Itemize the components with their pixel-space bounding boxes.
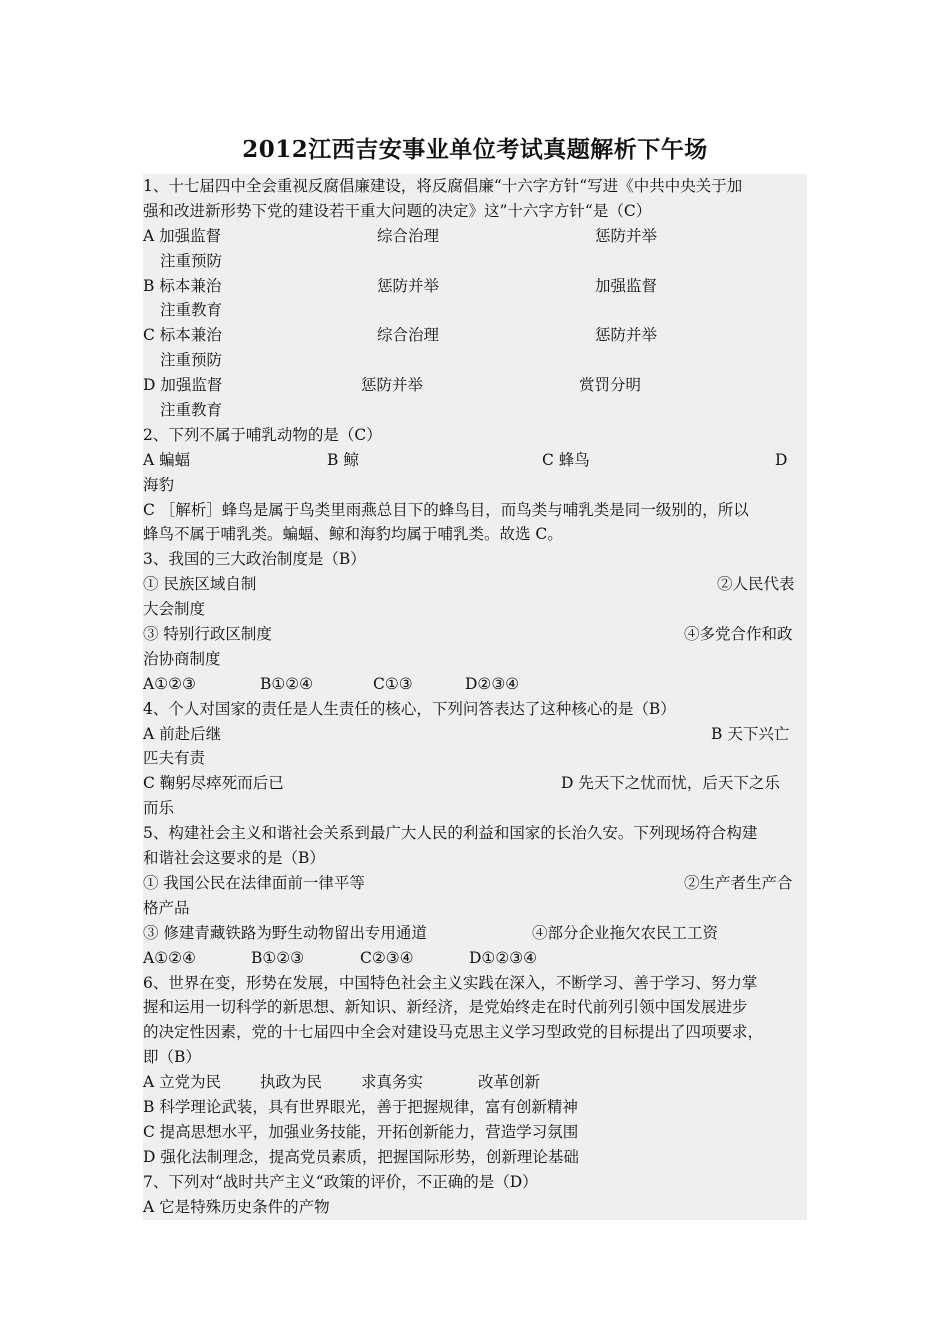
text-line xyxy=(143,647,807,672)
option-cell: 改革创新 xyxy=(478,1073,541,1092)
option-cell: A①②④ xyxy=(143,948,196,967)
line-text: 注重预防 xyxy=(160,251,223,270)
text-line xyxy=(143,746,807,771)
line-text: 5、构建社会主义和谐社会关系到最广大人民的利益和国家的长治久安。下列现场符合构建 xyxy=(143,824,758,843)
option-cell: 赏罚分明 xyxy=(579,376,642,395)
text-line xyxy=(143,547,807,572)
text-line xyxy=(143,1095,807,1120)
option-row xyxy=(143,771,807,796)
text-line xyxy=(143,1020,807,1045)
option-cell: 惩防并举 xyxy=(361,376,424,395)
line-text: B 科学理论武装，具有世界眼光，善于把握规律，富有创新精神 xyxy=(143,1097,578,1116)
line-text: 强和改进新形势下党的建设若干重大问题的决定》这”十六字方针“是（C） xyxy=(143,201,652,220)
option-row xyxy=(143,572,807,597)
text-line xyxy=(143,423,807,448)
text-line xyxy=(143,1120,807,1145)
line-text: 4、个人对国家的责任是人生责任的核心，下列问答表达了这种核心的是（B） xyxy=(143,699,676,718)
option-cell: A①②③ xyxy=(143,674,196,693)
text-line xyxy=(143,522,807,547)
text-line xyxy=(143,348,807,373)
text-line xyxy=(143,597,807,622)
text-line xyxy=(143,995,807,1020)
option-cell: B①②③ xyxy=(251,948,305,967)
line-text: 3、我国的三大政治制度是（B） xyxy=(143,550,366,569)
line-text: 1、十七届四中全会重视反腐倡廉建设，将反腐倡廉“十六字方针“写进《中共中央关于加 xyxy=(143,177,743,195)
option-row xyxy=(143,622,807,647)
option-cell: D 加强监督 xyxy=(143,376,223,395)
option-row xyxy=(143,722,807,747)
option-cell: ②人民代表 xyxy=(717,575,795,594)
option-row xyxy=(143,224,807,249)
document-body xyxy=(143,174,807,1220)
option-row xyxy=(143,672,807,697)
option-row xyxy=(143,1070,807,1095)
option-cell: 惩防并举 xyxy=(595,226,658,245)
option-cell: ④多党合作和政 xyxy=(684,625,793,644)
option-cell: ③ 特别行政区制度 xyxy=(143,625,272,644)
option-row xyxy=(143,274,807,299)
line-text: 大会制度 xyxy=(143,600,206,619)
text-line xyxy=(143,821,807,846)
option-cell: 执政为民 xyxy=(260,1073,323,1092)
option-cell: A 立党为民 xyxy=(143,1073,222,1092)
text-line xyxy=(143,1195,807,1220)
line-text: 注重预防 xyxy=(160,351,223,370)
text-line xyxy=(143,298,807,323)
line-text: 而乐 xyxy=(143,799,175,818)
line-text: 和谐社会这要求的是（B） xyxy=(143,849,325,868)
option-cell: ③ 修建青藏铁路为野生动物留出专用通道 xyxy=(143,923,427,942)
option-cell: B 标本兼治 xyxy=(143,276,222,295)
line-text: 6、世界在变，形势在发展，中国特色社会主义实践在深入，不断学习、善于学习、努力掌 xyxy=(143,973,758,992)
option-cell: ④部分企业拖欠农民工工资 xyxy=(532,923,719,942)
option-row xyxy=(143,921,807,946)
text-line xyxy=(143,846,807,871)
text-line xyxy=(143,971,807,996)
option-cell: C 标本兼治 xyxy=(143,326,222,345)
line-text: 海豹 xyxy=(143,475,175,494)
line-text: 2、下列不属于哺乳动物的是（C） xyxy=(143,425,382,444)
line-text: 7、下列对“战时共产主义“政策的评价，不正确的是（D） xyxy=(143,1172,538,1191)
line-text: 注重教育 xyxy=(160,301,223,320)
option-cell: D②③④ xyxy=(465,674,520,693)
text-line xyxy=(143,796,807,821)
option-cell: C 鞠躬尽瘁死而后已 xyxy=(143,774,284,793)
option-cell: D 先天下之忧而忧，后天下之乐 xyxy=(561,774,780,793)
option-cell: 综合治理 xyxy=(377,326,440,345)
option-cell: C②③④ xyxy=(360,948,414,967)
text-line xyxy=(143,1145,807,1170)
option-cell: 惩防并举 xyxy=(377,276,440,295)
line-text: 的决定性因素，党的十七届四中全会对建设马克思主义学习型政党的目标提出了四项要求， xyxy=(143,1023,764,1042)
line-text: C ［解析］蜂鸟是属于鸟类里雨燕总目下的蜂鸟目，而鸟类与哺乳类是同一级别的，所以 xyxy=(143,500,749,519)
option-cell: A 蝙蝠 xyxy=(143,450,191,469)
text-line xyxy=(143,697,807,722)
option-cell: ① 民族区域自制 xyxy=(143,575,257,594)
option-cell: D xyxy=(775,450,788,469)
text-line xyxy=(143,199,807,224)
option-row xyxy=(143,323,807,348)
option-row xyxy=(143,946,807,971)
line-text: 蜂鸟不属于哺乳类。蝙蝠、鲸和海豹均属于哺乳类。故选 C。 xyxy=(143,525,563,544)
option-cell: B 鲸 xyxy=(327,450,359,469)
option-cell: 求真务实 xyxy=(361,1073,424,1092)
text-line xyxy=(143,1045,807,1070)
text-line xyxy=(143,896,807,921)
option-row xyxy=(143,871,807,896)
option-cell: D①②③④ xyxy=(469,948,538,967)
line-text: D 强化法制理念，提高党员素质，把握国际形势，创新理论基础 xyxy=(143,1147,579,1166)
line-text: 即（B） xyxy=(143,1048,201,1067)
option-cell: B①②④ xyxy=(260,674,314,693)
text-line xyxy=(143,498,807,523)
option-row xyxy=(143,448,807,473)
option-cell: 综合治理 xyxy=(377,226,440,245)
text-line xyxy=(143,174,807,199)
text-line xyxy=(143,1170,807,1195)
option-cell: A 前赴后继 xyxy=(143,724,222,743)
option-cell: ① 我国公民在法律面前一律平等 xyxy=(143,873,365,892)
document-title: 2012江西吉安事业单位考试真题解析下午场 xyxy=(242,136,708,163)
text-line xyxy=(143,473,807,498)
option-cell: A 加强监督 xyxy=(143,226,222,245)
option-cell: C①③ xyxy=(373,674,413,693)
line-text: C 提高思想水平，加强业务技能，开拓创新能力，营造学习氛围 xyxy=(143,1122,579,1141)
option-cell: 加强监督 xyxy=(595,276,658,295)
text-line xyxy=(143,398,807,423)
line-text: A 它是特殊历史条件的产物 xyxy=(143,1197,330,1216)
line-text: 匹夫有责 xyxy=(143,749,206,768)
text-line xyxy=(143,249,807,274)
line-text: 治协商制度 xyxy=(143,649,221,668)
option-cell: B 天下兴亡 xyxy=(711,724,790,743)
line-text: 注重教育 xyxy=(160,401,223,420)
option-cell: ②生产者生产合 xyxy=(684,873,793,892)
line-text: 握和运用一切科学的新思想、新知识、新经济，是党始终走在时代前列引领中国发展进步 xyxy=(143,998,748,1017)
option-row xyxy=(143,373,807,398)
option-cell: C 蜂鸟 xyxy=(542,450,590,469)
line-text: 格产品 xyxy=(143,898,190,917)
option-cell: 惩防并举 xyxy=(595,326,658,345)
